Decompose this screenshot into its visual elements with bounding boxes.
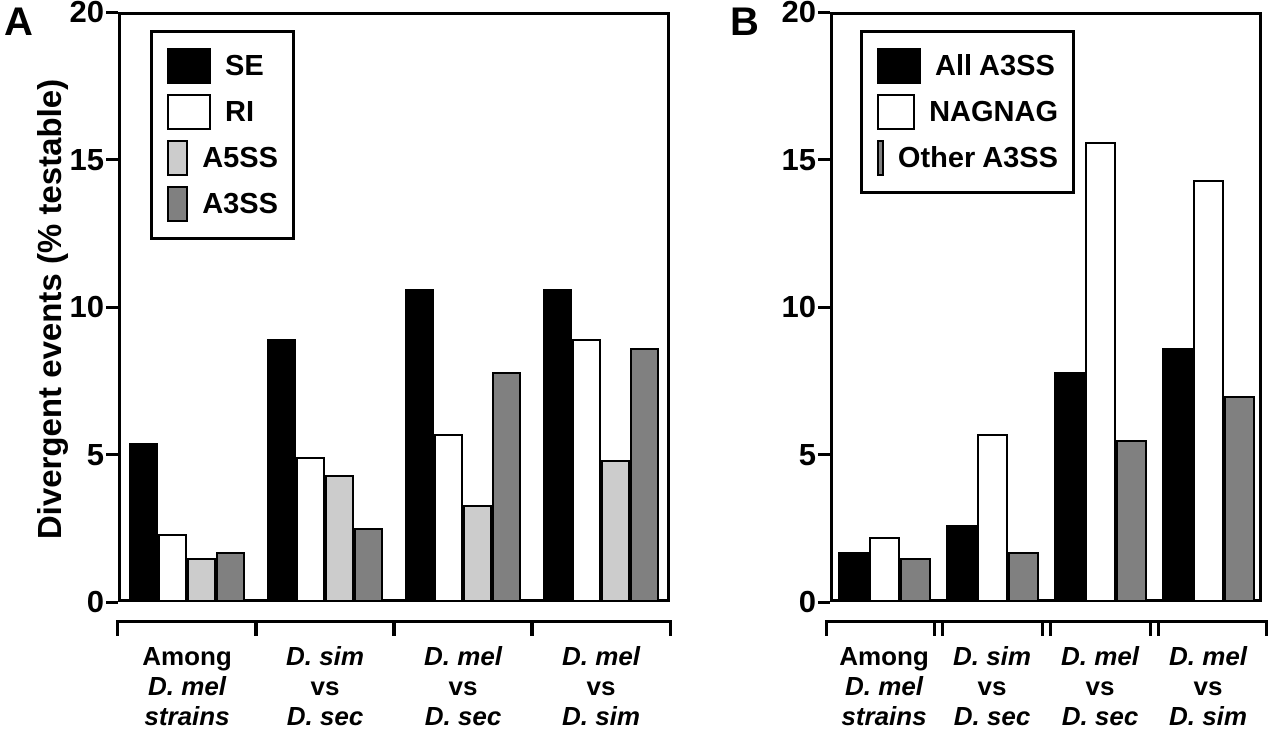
legend-a [150, 30, 295, 240]
y-tick-label: 15 [69, 141, 104, 177]
y-tick-label: 20 [781, 0, 816, 29]
group-label-line: D. mel [561, 641, 641, 671]
legend-item [877, 135, 1058, 181]
group-bracket [825, 620, 944, 636]
group-bracket [1041, 620, 1160, 636]
bar [838, 552, 869, 602]
bar [1193, 180, 1224, 602]
y-tick-label: 15 [781, 141, 816, 177]
legend-item [167, 89, 278, 135]
group-label-line: vs [448, 670, 478, 701]
group-label-line: D. sim [285, 641, 365, 671]
group-label-line: D. sec [424, 700, 502, 731]
y-tick-label: 0 [798, 584, 816, 619]
bar [601, 460, 630, 602]
group-label-line: vs [586, 670, 616, 701]
panel-a-letter: A [4, 0, 33, 44]
legend-swatch [167, 186, 188, 222]
bar [354, 528, 383, 602]
bar [434, 434, 463, 602]
group-label-line: vs [1085, 670, 1115, 701]
group-label-line: D. sec [1061, 700, 1139, 731]
group-bracket [1149, 620, 1268, 636]
bar [158, 534, 187, 602]
bar [869, 537, 900, 602]
legend-label: SE [225, 49, 264, 82]
bar [977, 434, 1008, 602]
y-tick-label: 0 [86, 584, 104, 619]
bar [267, 339, 296, 602]
legend-label: A5SS [202, 141, 278, 174]
bar [630, 348, 659, 602]
group-bracket [933, 620, 1052, 636]
bar [946, 525, 977, 602]
y-tick-label: 20 [69, 0, 104, 29]
panel-b [700, 0, 1280, 738]
y-tick-mark [818, 11, 830, 14]
group-label-line: D. sec [286, 700, 364, 731]
legend-label: Other A3SS [897, 141, 1058, 174]
legend-label: All A3SS [935, 49, 1055, 82]
legend-item [877, 89, 1058, 135]
bar [1008, 552, 1039, 602]
y-tick-label: 10 [69, 289, 104, 324]
group-label-line: vs [310, 670, 340, 701]
bar [492, 372, 521, 602]
panel-b-letter: B [730, 0, 759, 44]
bar [1162, 348, 1193, 602]
legend-swatch [167, 94, 211, 130]
legend-label: RI [225, 95, 254, 128]
group-label [246, 642, 404, 732]
bar [1085, 142, 1116, 602]
y-tick-label: 10 [781, 289, 816, 324]
group-label [1144, 642, 1272, 732]
bar [543, 289, 572, 602]
group-bracket [530, 620, 672, 636]
group-label-line: Among [839, 641, 929, 671]
y-tick-label: 5 [86, 436, 104, 472]
bar [1054, 372, 1085, 602]
bar [405, 289, 434, 602]
group-label [108, 642, 266, 732]
y-tick-mark [818, 306, 830, 309]
legend-swatch [167, 140, 188, 176]
y-tick-mark [818, 453, 830, 456]
legend-swatch [877, 94, 915, 130]
bar [900, 558, 931, 602]
bar [187, 558, 216, 602]
legend-label: NAGNAG [929, 95, 1058, 128]
y-tick-mark [106, 11, 118, 14]
group-bracket [392, 620, 534, 636]
y-tick-mark [106, 601, 118, 604]
group-label-line: D. mel [1060, 641, 1140, 671]
group-label-line: vs [977, 670, 1007, 701]
y-tick-mark [106, 453, 118, 456]
group-label-line: D. mel [844, 670, 924, 701]
legend-swatch [877, 48, 921, 84]
bar [216, 552, 245, 602]
bar [572, 339, 601, 602]
legend-item [167, 135, 278, 181]
group-label-line: strains [144, 700, 230, 731]
group-label [522, 642, 680, 732]
y-tick-mark [818, 158, 830, 161]
group-label-line: strains [841, 700, 927, 731]
bar [1116, 440, 1147, 602]
bar [296, 457, 325, 602]
legend-label: A3SS [202, 187, 278, 220]
group-label-line: D. sim [952, 641, 1032, 671]
group-bracket [254, 620, 396, 636]
group-label-line: vs [1193, 670, 1223, 701]
legend-item [167, 43, 278, 89]
group-label [384, 642, 542, 732]
bar [129, 443, 158, 602]
y-axis-title: Divergent events (% testable) [31, 78, 68, 540]
bar [325, 475, 354, 602]
legend-b [860, 30, 1075, 194]
y-tick-mark [106, 158, 118, 161]
group-label-line: D. sim [1168, 700, 1248, 731]
legend-swatch [877, 140, 884, 176]
legend-item [167, 181, 278, 227]
group-label-line: D. mel [1168, 641, 1248, 671]
y-tick-label: 5 [798, 436, 816, 472]
bar [1224, 396, 1255, 603]
group-label-line: D. mel [147, 670, 227, 701]
group-label-line: D. mel [423, 641, 503, 671]
y-tick-mark [106, 306, 118, 309]
y-tick-mark [818, 601, 830, 604]
legend-swatch [167, 48, 211, 84]
group-label-line: D. sim [561, 700, 641, 731]
bar [463, 505, 492, 602]
group-label-line: Among [142, 641, 232, 671]
group-label-line: D. sec [953, 700, 1031, 731]
legend-item [877, 43, 1058, 89]
group-bracket [116, 620, 258, 636]
